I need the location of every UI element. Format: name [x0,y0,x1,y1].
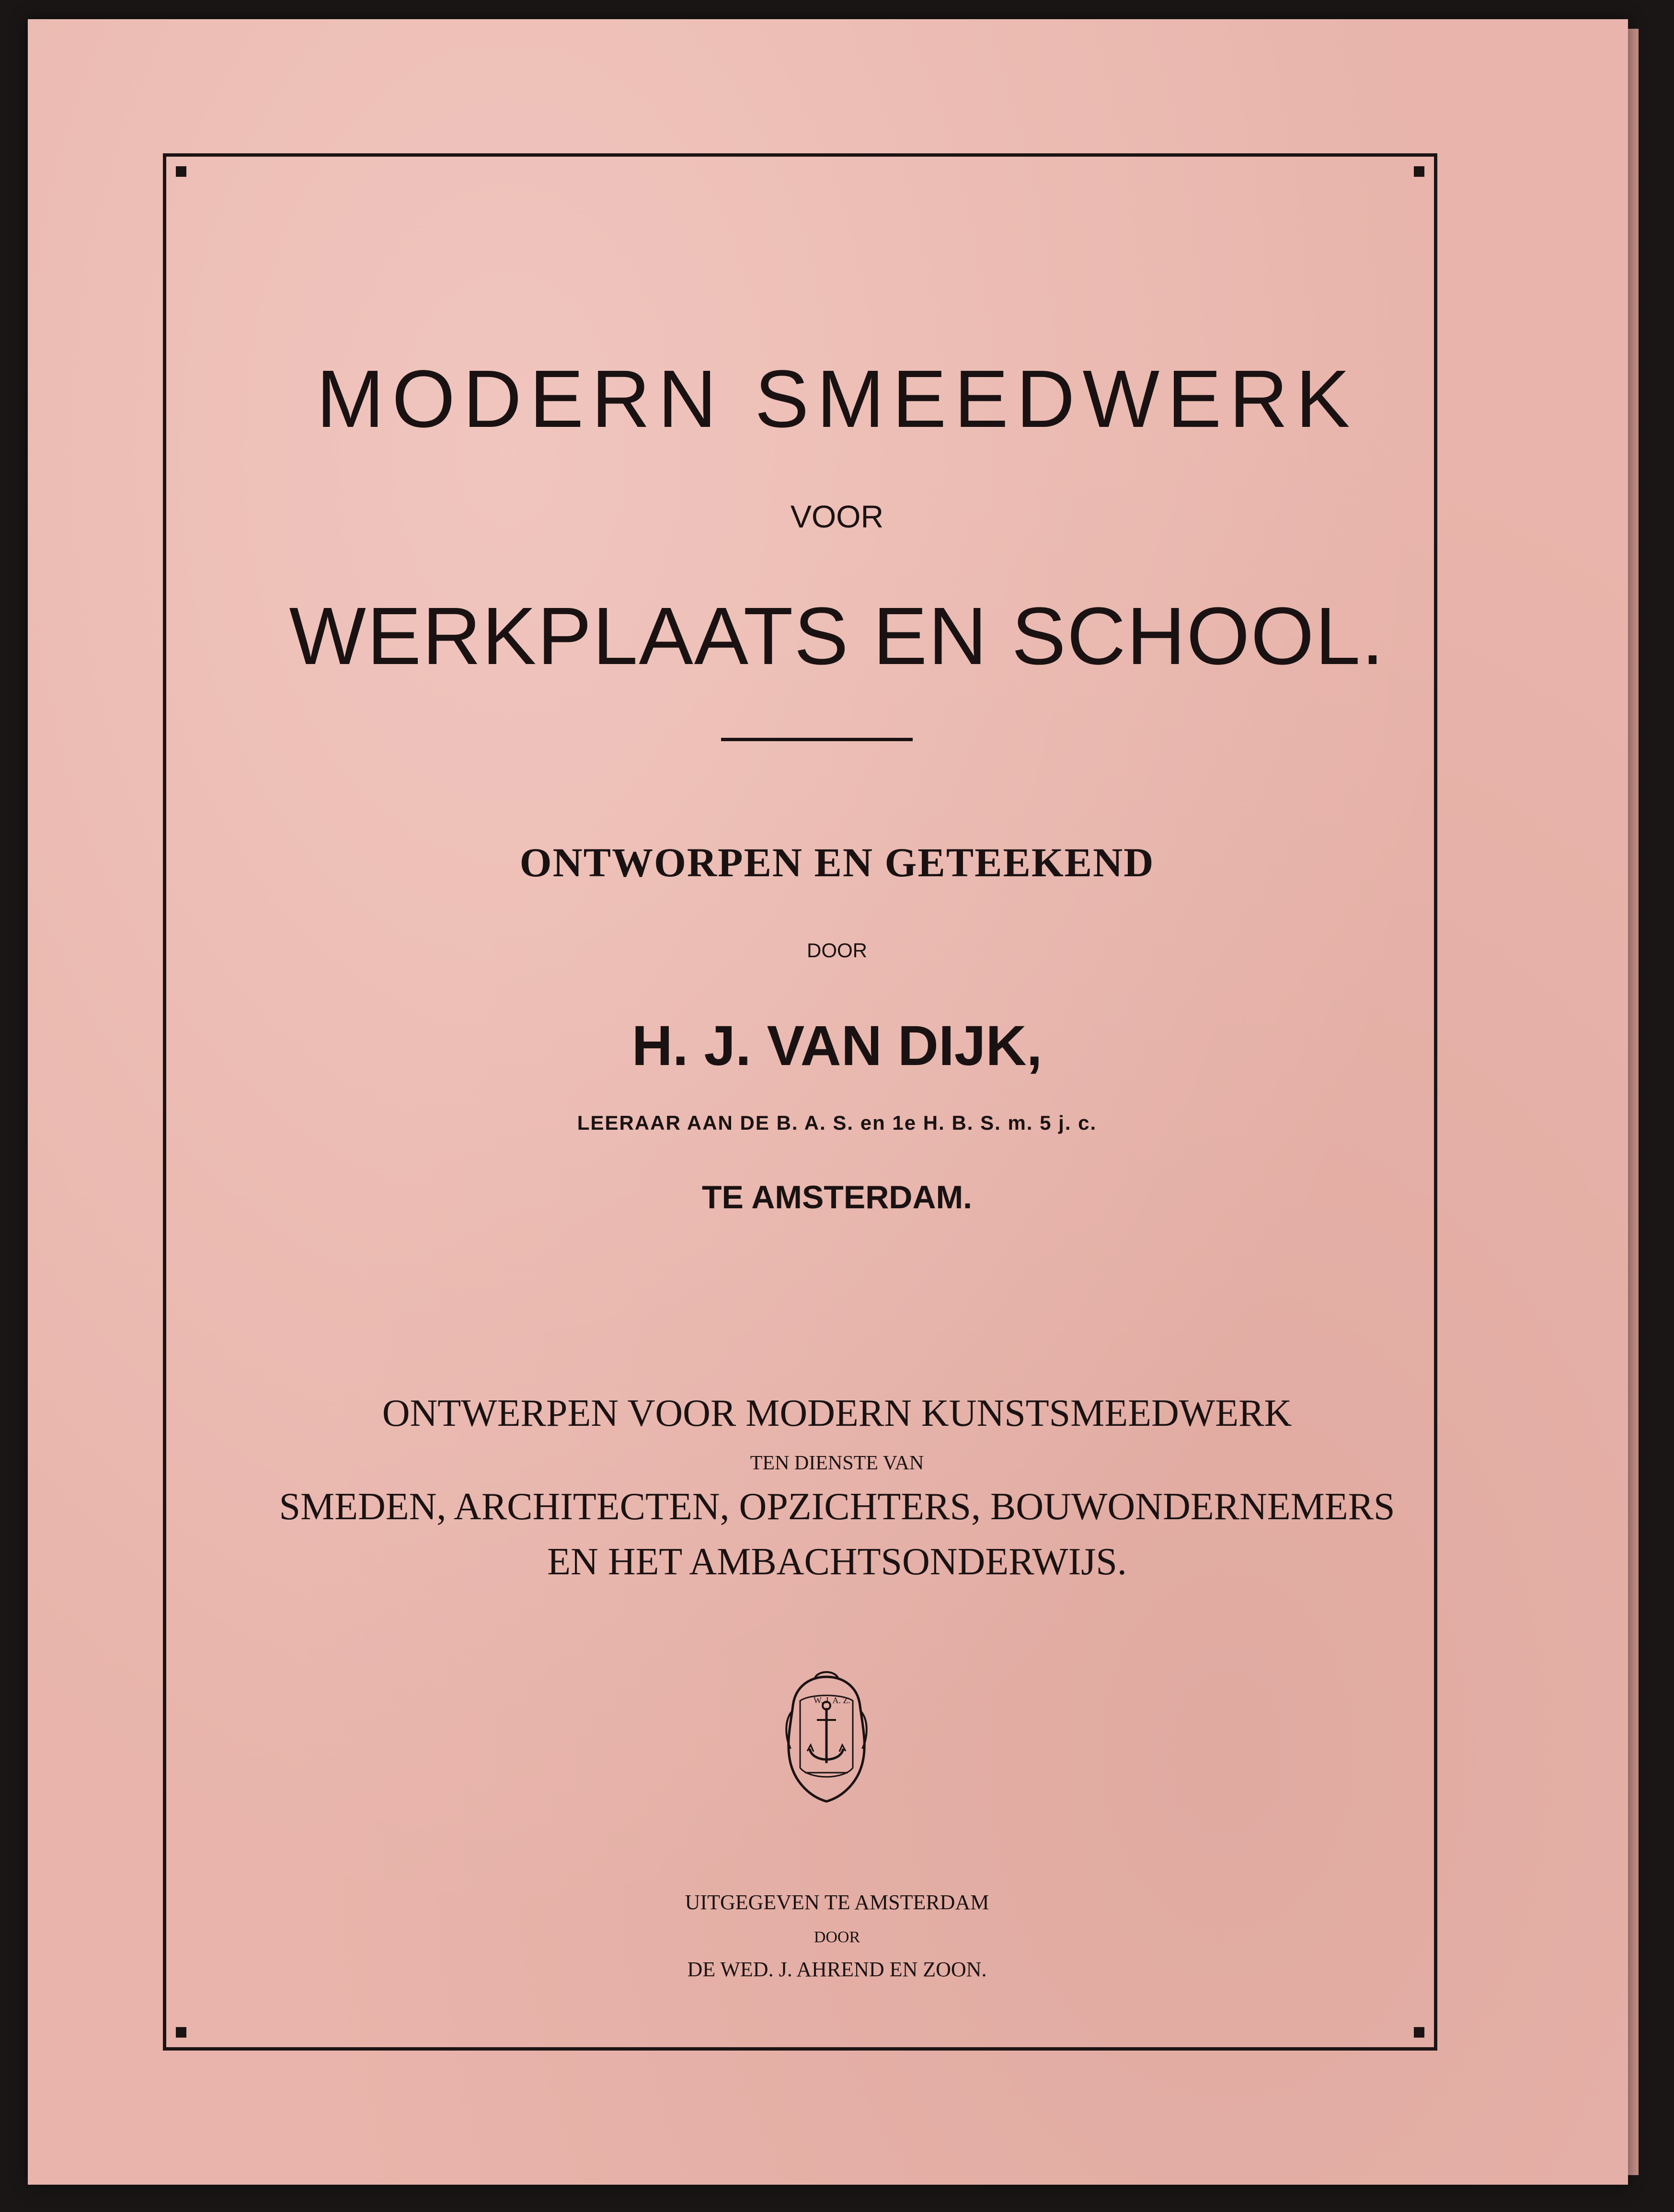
description-line-3: SMEDEN, ARCHITECTEN, OPZICHTERS, BOUWONDERNEMERS [279,1486,1395,1528]
description-line-1: ONTWERPEN VOOR MODERN KUNSTSMEEDWERK [382,1392,1292,1434]
subtitle: WERKPLAATS EN SCHOOL. [289,591,1385,682]
designed-label: ONTWORPEN EN GETEEKEND [519,839,1155,885]
author-city: TE AMSTERDAM. [701,1179,973,1215]
title-connector: VOOR [790,499,884,534]
corner-mark-top-left [176,166,186,177]
main-title: MODERN SMEEDWERK [316,354,1358,445]
divider-rule [721,738,913,741]
imprint-publisher: DE WED. J. AHREND EN ZOON. [687,1958,987,1981]
imprint-line-1: UITGEGEVEN TE AMSTERDAM [685,1891,989,1914]
author-position: LEERAAR AAN DE B. A. S. en 1e H. B. S. m. 5 j. c. [577,1112,1097,1134]
description-line-2: TEN DIENSTE VAN [750,1452,924,1474]
emblem-initials: W. J. A. Z. [814,1696,850,1705]
author-name: H. J. VAN DIJK, [631,1014,1043,1077]
imprint-line-2: DOOR [814,1928,860,1946]
corner-mark-top-right [1414,166,1424,177]
anchor-emblem-icon [781,1667,872,1806]
corner-mark-bottom-right [1414,2027,1424,2038]
by-label: DOOR [807,939,867,962]
corner-mark-bottom-left [176,2027,186,2038]
description-line-4: EN HET AMBACHTSONDERWIJS. [547,1541,1127,1583]
